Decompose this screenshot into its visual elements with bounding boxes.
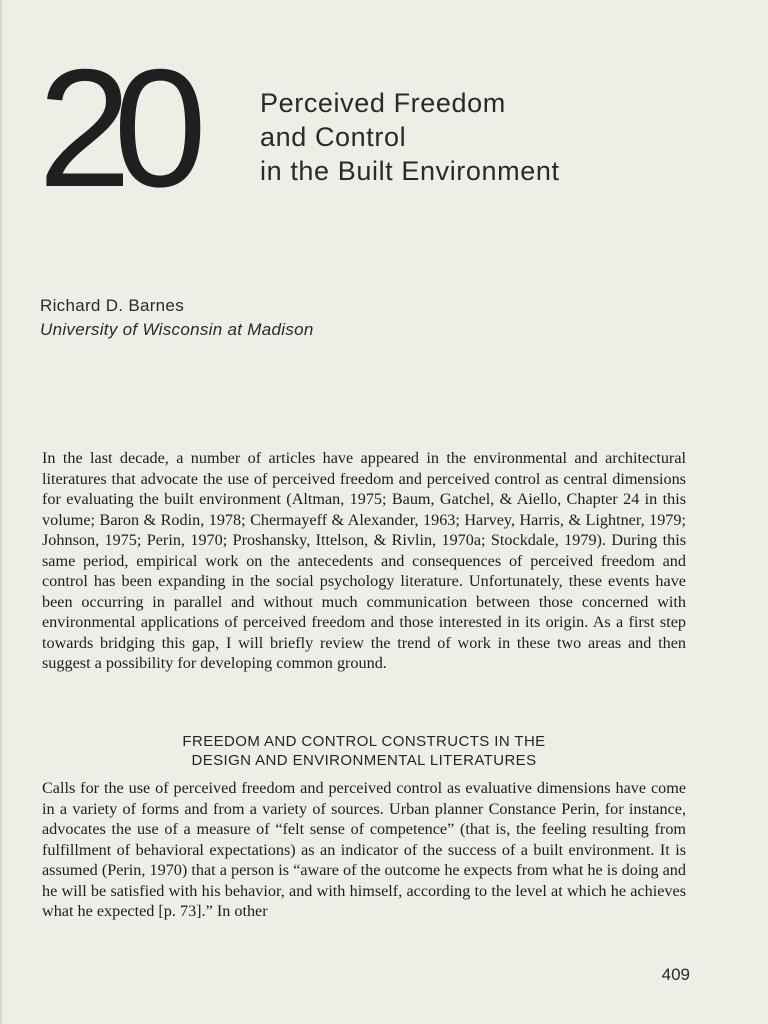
author-affiliation: University of Wisconsin at Madison [40,320,314,339]
page-number: 409 [661,965,690,984]
section-heading [42,732,686,770]
chapter-number: 20 [38,34,189,222]
author-name: Richard D. Barnes [40,296,184,315]
intro-paragraph: In the last decade, a number of articles have appeared in the environmental and architectural literatures that advocate the use of perceived freedom and perceived control as central dimensions for evaluating the built environment (Altman, 1975; Baum, Gatchel, & Aiello, Chapter 24 in this volume; Baron & Rodin, 1978; Chermayeff & Alexander, 1963; Harvey, Harris, & Lightner, 1979; Johnson, 1975; Perin, 1970; Proshansky, Ittelson, & Rivlin, 1970a; Stockdale, 1979). During this same period, empirical work on the antecedents and consequences of perceived freedom and control has been expanding in the social psychology literature. Unfortunately, these events have been occurring in parallel and without much communication between those concerned with environmental applications of perceived freedom and those interested in its origin. As a first step towards bridging this gap, I will briefly review the trend of work in these two areas and then suggest a possibility for developing common ground. [42,449,686,672]
page-edge [0,0,3,1024]
chapter-title-line: Perceived Freedom [260,88,506,118]
chapter-title-line: in the Built Environment [260,156,560,186]
section-paragraph: Calls for the use of perceived freedom and perceived control as evaluative dimensions have come in a variety of forms and from a variety of sources. Urban planner Constance Perin, for instance, advocates the use of a measure of “felt sense of competence” (that is, the feeling resulting from fulfillment of behavioral expectations) as an indicator of the success of a built environment. It is assumed (Perin, 1970) that a person is “aware of the outcome he expects from what he is doing and he will be satisfied with his behavior, and with himself, according to the level at which he achieves what he expected [p. 73].” In other [42,779,686,920]
section-heading-line: FREEDOM AND CONTROL CONSTRUCTS IN THE [182,733,546,750]
chapter-title-line: and Control [260,122,407,152]
section-heading-line: DESIGN AND ENVIRONMENTAL LITERATURES [191,752,537,769]
chapter-title [260,86,720,188]
author-block [40,294,314,342]
